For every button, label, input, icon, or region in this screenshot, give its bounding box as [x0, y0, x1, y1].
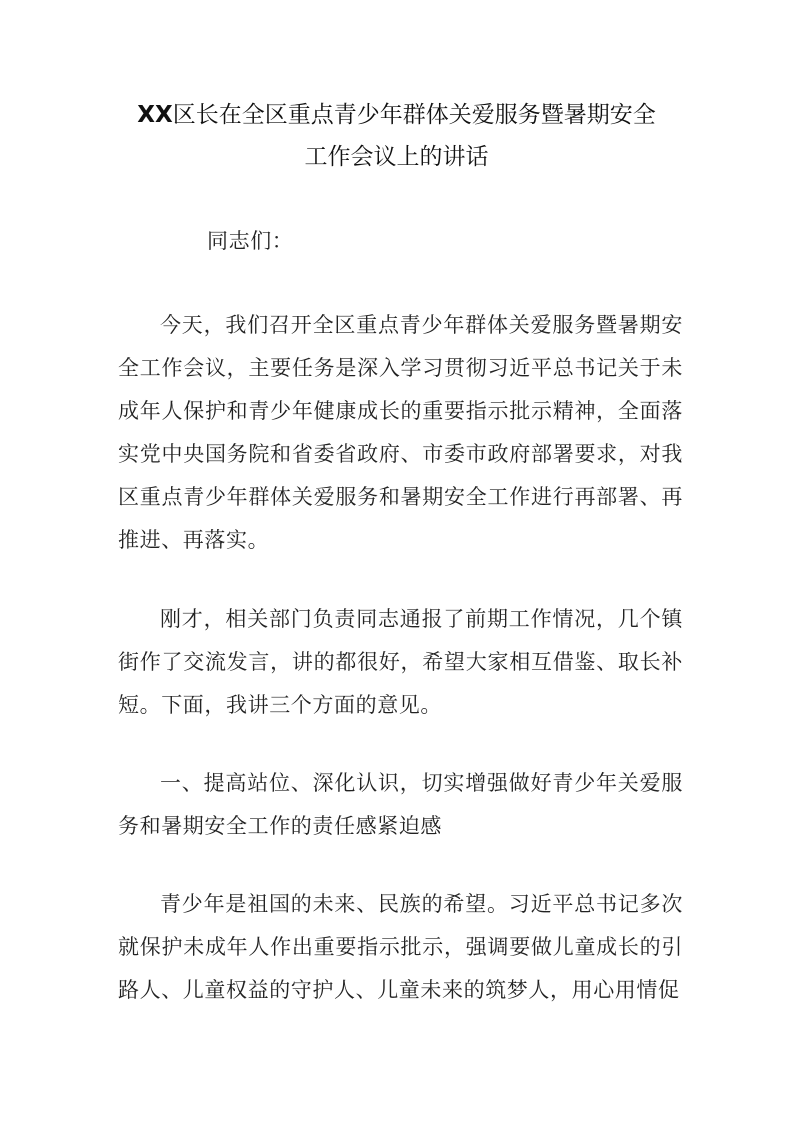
paragraph-2: 刚才，相关部门负责同志通报了前期工作情况，几个镇街作了交流发言，讲的都很好，希望大家相互借鉴、取长补短。下面，我讲三个方面的意见。 — [118, 607, 683, 717]
document-title-line-1 — [100, 100, 693, 130]
title-prefix: XX — [137, 102, 173, 128]
document-title-line-2: 工作会议上的讲话 — [304, 144, 489, 170]
paragraph-3: 青少年是祖国的未来、民族的希望。习近平总书记多次就保护未成年人作出重要指示批示，强调要做儿童成长的引路人、儿童权益的守护人、儿童未来的筑梦人，用心用情促 — [118, 892, 683, 1002]
title-line-1-text: 区长在全区重点青少年群体关爱服务暨暑期安全 — [172, 102, 656, 128]
salutation: 同志们： — [207, 229, 294, 253]
section-heading-1: 一、提高站位、深化认识，切实增强做好青少年关爱服务和暑期安全工作的责任感紧迫感 — [118, 771, 683, 838]
paragraph-1: 今天，我们召开全区重点青少年群体关爱服务暨暑期安全工作会议，主要任务是深入学习贯彻习近平总书记关于未成年人保护和青少年健康成长的重要指示批示精神，全面落实党中央国务院和省委省政府、市委市政府部署要求，对我区重点青少年群体关爱服务和暑期安全工作进行再部署、再推进、再落实。 — [118, 313, 683, 552]
